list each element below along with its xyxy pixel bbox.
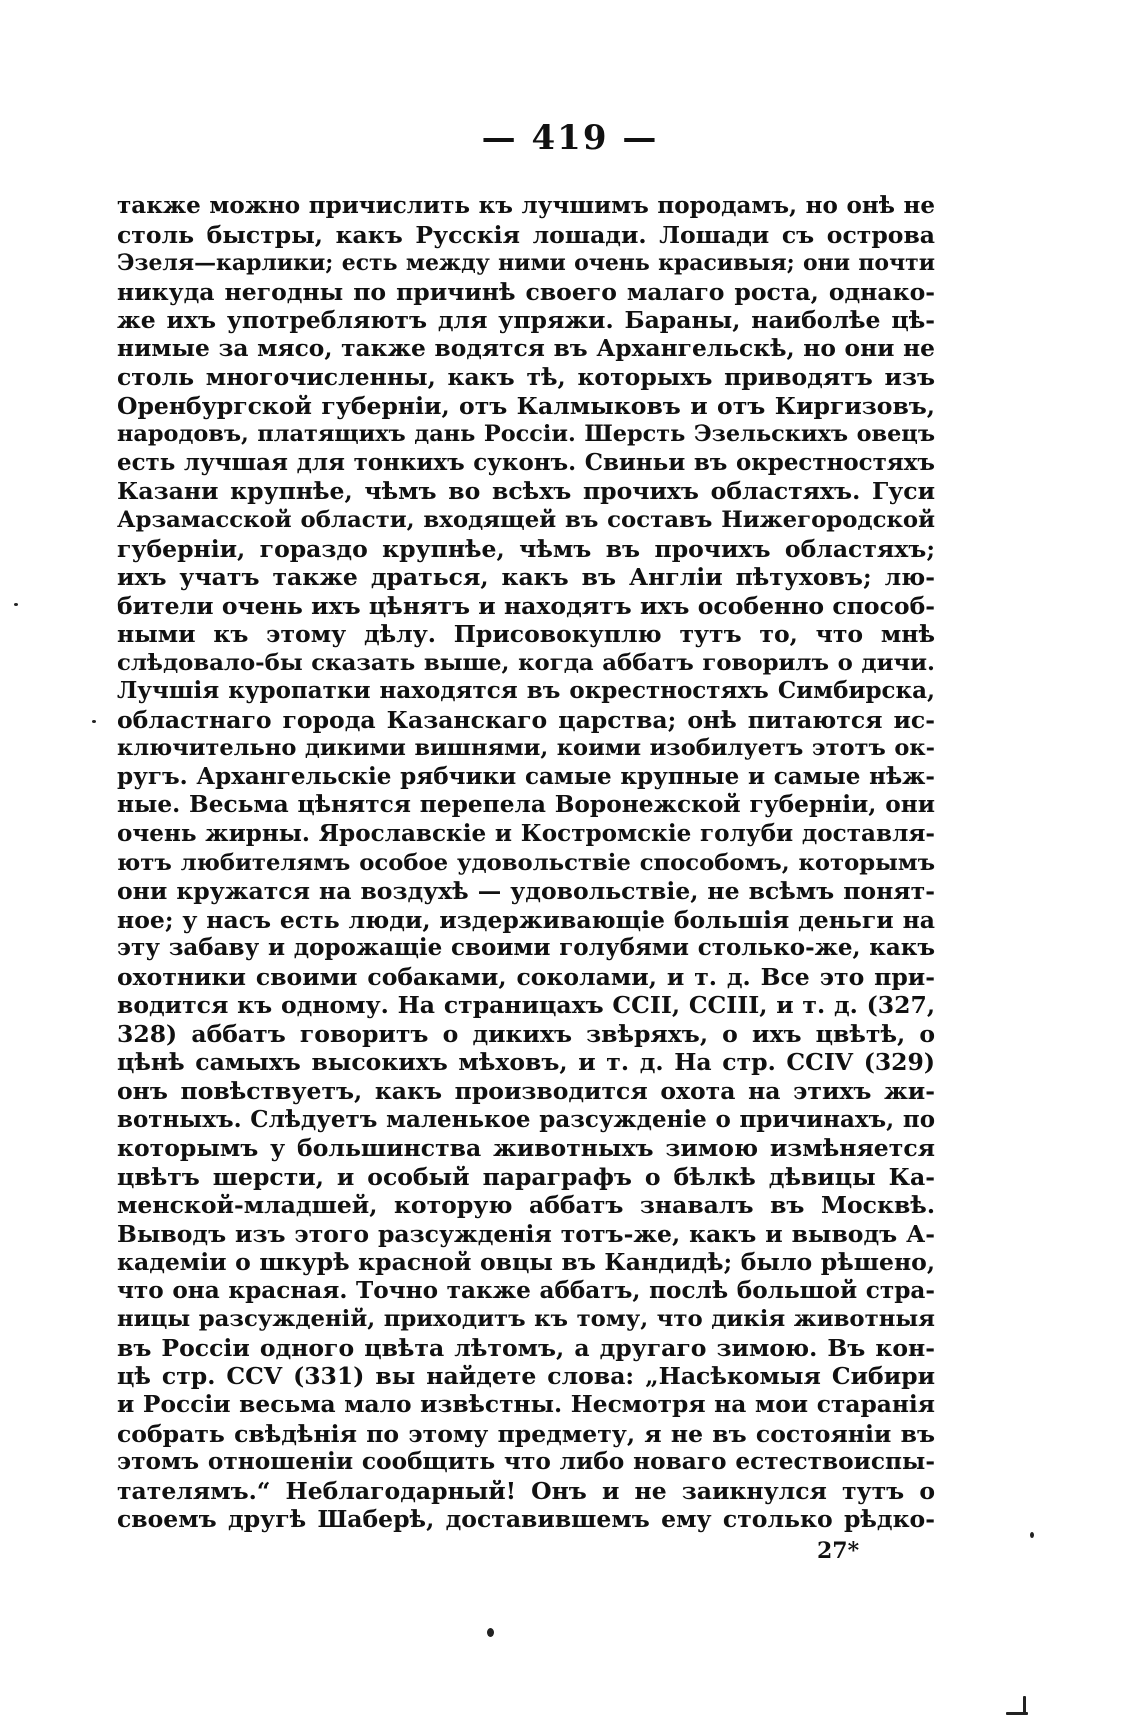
text-line: охотники своими собаками, соколами, и т. д. Все это при- <box>117 962 935 991</box>
text-line: народовъ, платящихъ дань Россіи. Шерсть Эзельскихъ овецъ <box>117 421 935 448</box>
ink-speck <box>1030 1532 1034 1538</box>
text-line: губерніи, гораздо крупнѣе, чѣмъ въ прочихъ областяхъ; <box>117 534 935 563</box>
text-line: и Россіи весьма мало извѣстны. Несмотря на мои старанія <box>117 1390 935 1418</box>
text-line: есть лучшая для тонкихъ суконъ. Свиньи въ окрестностяхъ <box>117 448 935 476</box>
text-line: ютъ любителямъ особое удовольствіе способомъ, которымъ <box>117 849 935 876</box>
text-line: ницы разсужденій, приходитъ къ тому, что дикія животныя <box>117 1306 935 1333</box>
text-line: въ Россіи одного цвѣта лѣтомъ, а другаго зимою. Въ кон- <box>117 1333 935 1362</box>
text-line: бители очень ихъ цѣнятъ и находятъ ихъ особенно способ- <box>117 591 935 620</box>
text-line: этомъ отношеніи сообщить что либо новаго естествоиспы- <box>117 1448 935 1476</box>
text-line: ными къ этому дѣлу. Присовокуплю тутъ то, что мнѣ <box>117 620 935 649</box>
text-line: своемъ другѣ Шаберѣ, доставившемъ ему столько рѣдко- <box>117 1505 935 1534</box>
text-line: тателямъ.“ Неблагодарный! Онъ и не заикнулся тутъ о <box>117 1476 935 1505</box>
text-line: кадеміи о шкурѣ красной овцы въ Кандидѣ; было рѣшено, <box>117 1248 935 1277</box>
text-line: цвѣтъ шерсти, и особый параграфъ о бѣлкѣ дѣвицы Ка- <box>117 1162 935 1191</box>
text-line: менской-младшей, которую аббатъ знавалъ въ Москвѣ. <box>117 1191 935 1220</box>
text-line: онъ повѣствуетъ, какъ производится охота на этихъ жи- <box>117 1076 935 1105</box>
text-line: столь многочисленны, какъ тѣ, которыхъ приводятъ изъ <box>117 363 935 392</box>
text-line: что она красная. Точно также аббатъ, послѣ большой стра- <box>117 1276 935 1304</box>
text-line: водится къ одному. На страницахъ CCII, CCIII, и т. д. (327, <box>117 991 935 1020</box>
text-line: цѣнѣ самыхъ высокихъ мѣховъ, и т. д. На стр. CCIV (329) <box>117 1048 935 1077</box>
text-line: Казани крупнѣе, чѣмъ во всѣхъ прочихъ областяхъ. Гуси <box>117 477 935 506</box>
text-line: ное; у насъ есть люди, издерживающіе большія деньги на <box>117 905 935 934</box>
text-line: 328) аббатъ говоритъ о дикихъ звѣряхъ, о ихъ цвѣтѣ, о <box>117 1019 935 1048</box>
body-text <box>117 192 935 1534</box>
text-line: собрать свѣдѣнія по этому предмету, я не въ состояніи въ <box>117 1419 935 1448</box>
text-line: столь быстры, какъ Русскія лошади. Лошади съ острова <box>117 220 935 249</box>
text-line: нимые за мясо, также водятся въ Архангельскѣ, но они не <box>117 334 935 362</box>
text-line: никуда негодны по причинѣ своего малаго роста, однако- <box>117 277 935 306</box>
text-line: слѣдовало-бы сказать выше, когда аббатъ говорилъ о дичи. <box>117 649 935 676</box>
text-line: Оренбургской губерніи, отъ Калмыковъ и отъ Киргизовъ, <box>117 391 935 420</box>
text-line: ихъ учатъ также драться, какъ въ Англіи пѣтуховъ; лю- <box>117 563 935 592</box>
ink-speck <box>487 1628 494 1637</box>
corner-mark <box>1023 1696 1026 1714</box>
text-line: Лучшія куропатки находятся въ окрестностяхъ Симбирска, <box>117 677 935 705</box>
signature-mark: 27* <box>817 1538 860 1564</box>
text-line: ключительно дикими вишнями, коими изобилуетъ этотъ ок- <box>117 735 935 762</box>
text-line: ные. Весьма цѣнятся перепела Воронежской губерніи, они <box>117 791 935 819</box>
text-line: вотныхъ. Слѣдуетъ маленькое разсужденіе о причинахъ, по <box>117 1105 935 1133</box>
text-line: Выводъ изъ этого разсужденія тотъ-же, какъ и выводъ А- <box>117 1219 935 1248</box>
text-line: областнаго города Казанскаго царства; онѣ питаются ис- <box>117 705 935 734</box>
text-line: же ихъ употребляютъ для упряжи. Бараны, наиболѣе цѣ- <box>117 306 935 335</box>
ink-speck <box>14 603 18 606</box>
text-line: очень жирны. Ярославскіе и Костромскіе голуби доставля- <box>117 820 935 848</box>
page-number: — 419 — <box>481 118 659 158</box>
text-line: также можно причислить къ лучшимъ породамъ, но онѣ не <box>117 192 935 219</box>
text-line: Эзеля—карлики; есть между ними очень красивыя; они почти <box>117 250 935 277</box>
ink-speck <box>92 720 96 723</box>
text-line: эту забаву и дорожащіе своими голубями столько-же, какъ <box>117 934 935 962</box>
text-line: которымъ у большинства животныхъ зимою измѣняется <box>117 1134 935 1163</box>
text-line: цѣ стр. CCV (331) вы найдете слова: „Насѣкомыя Сибири <box>117 1362 935 1391</box>
text-line: Арзамасской области, входящей въ составъ Нижегородской <box>117 507 935 534</box>
text-line: ругъ. Архангельскіе рябчики самые крупные и самые нѣж- <box>117 762 935 790</box>
text-line: они кружатся на воздухѣ — удовольствіе, не всѣмъ понят- <box>117 877 935 906</box>
